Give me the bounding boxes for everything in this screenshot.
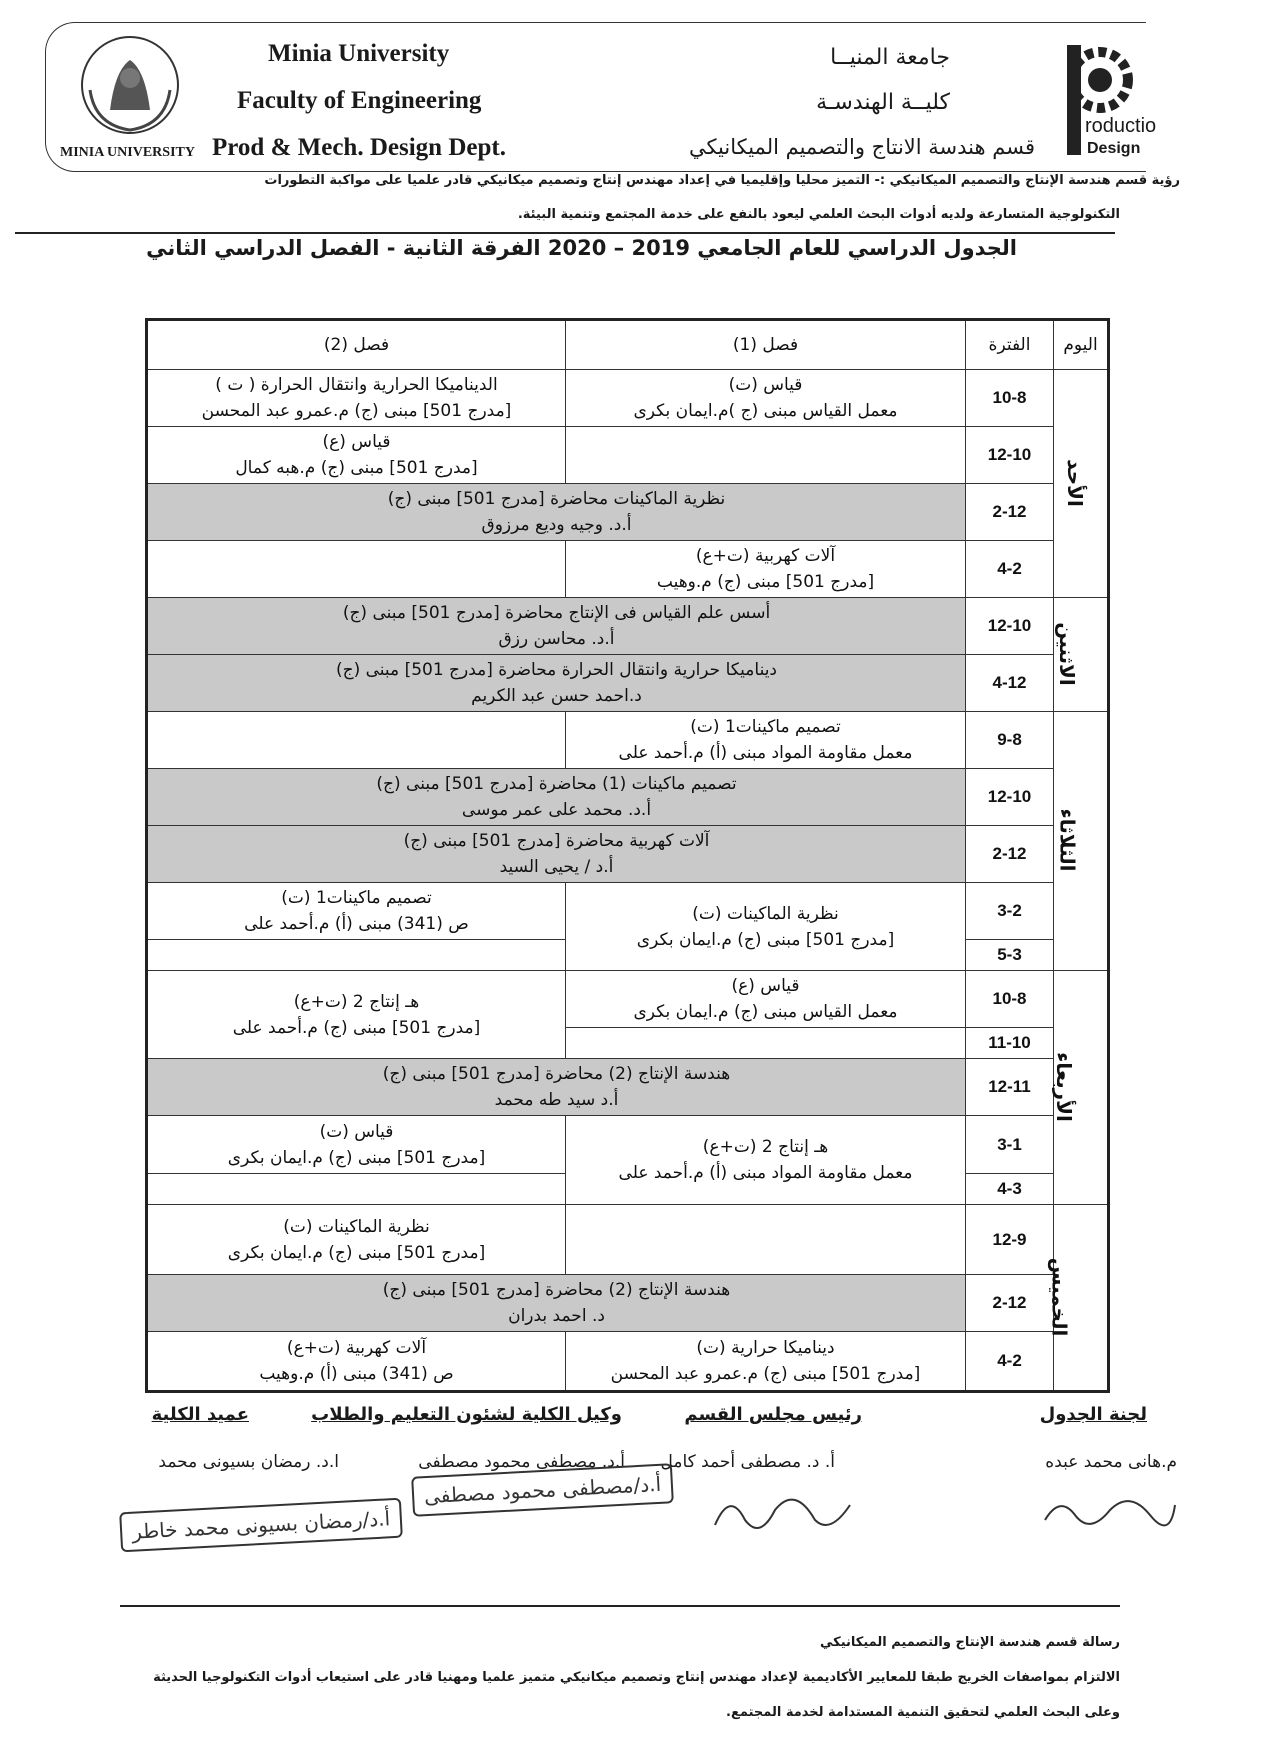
logo-caption: MINIA UNIVERSITY: [60, 145, 195, 160]
period-cell: 3-2: [966, 883, 1054, 940]
class2-cell: قياس (ع) [مدرج 501] مبنى (ج) م.هبه كمال: [147, 427, 566, 484]
lecture-cell: هندسة الإنتاج (2) محاضرة [مدرج 501] مبنى (ج) د. احمد بدران: [147, 1275, 966, 1332]
signature-scribble-dept-head: [705, 1485, 855, 1549]
class2-cell: آلات كهربية (ت+ع) ص (341) مبنى (أ) م.وهيب: [147, 1332, 566, 1392]
vision-line-1: رؤية قسم هندسة الإنتاج والتصميم الميكانيكي :- التميز محليا وإقليميا في إعداد مهندس إنتاج وتصميم ميكانيكي قادر علميا على مواكبة التطورات: [264, 173, 1180, 188]
university-name-ar: جامعة المنيــا: [830, 45, 950, 70]
col-header-period: الفترة: [966, 320, 1054, 370]
lecture-cell: آلات كهربية محاضرة [مدرج 501] مبنى (ج) أ.د / يحيى السيد: [147, 826, 966, 883]
day-cell-thursday: الخميس: [1054, 1205, 1109, 1392]
footer-mission-title: رسالة قسم هندسة الإنتاج والتصميم الميكانيكي: [819, 1635, 1120, 1650]
class2-cell: نظرية الماكينات (ت) [مدرج 501] مبنى (ج) م.ايمان بكرى: [147, 1205, 566, 1275]
class1-cell: هـ إنتاج 2 (ت+ع) معمل مقاومة المواد مبنى (أ) م.أحمد على: [566, 1116, 966, 1205]
class1-cell: آلات كهربية (ت+ع) [مدرج 501] مبنى (ج) م.وهيب: [566, 541, 966, 598]
table-row: [147, 484, 1109, 541]
day-cell-wednesday: الأربعاء: [1054, 971, 1109, 1205]
signature-name-schedule-committee: م.هانى محمد عبده: [1045, 1452, 1177, 1472]
faculty-name-en: Faculty of Engineering: [237, 87, 482, 114]
lecture-cell: تصميم ماكينات (1) محاضرة [مدرج 501] مبنى (ج) أ.د. محمد على عمر موسى: [147, 769, 966, 826]
signature-title-vice-dean: وكيل الكلية لشئون التعليم والطلاب: [311, 1404, 622, 1425]
table-row: [147, 1116, 1109, 1174]
lecture-cell: ديناميكا حرارية وانتقال الحرارة محاضرة [مدرج 501] مبنى (ج) د.احمد حسن عبد الكريم: [147, 655, 966, 712]
vision-line-2: التكنولوجية المتسارعة ولديه أدوات البحث العلمي ليعود بالنفع على خدمة المجتمع وتنمية البيئة.: [517, 207, 1120, 222]
table-row: [147, 427, 1109, 484]
table-row: [147, 1332, 1109, 1392]
signature-name-vice-dean: أ.د. مصطفى محمود مصطفى: [418, 1452, 625, 1472]
schedule-table: [145, 318, 1110, 1393]
day-cell-tuesday: الثلاثاء: [1054, 712, 1109, 971]
table-row: [147, 1059, 1109, 1116]
table-row: [147, 712, 1109, 769]
class2-cell: تصميم ماكينات1 (ت) ص (341) مبنى (أ) م.أحمد على: [147, 883, 566, 940]
signature-name-dean: ا.د. رمضان بسيونى محمد: [158, 1452, 339, 1472]
class1-cell: قياس (ت) معمل القياس مبنى (ج )م.ايمان بكرى: [566, 370, 966, 427]
university-name-en: Minia University: [268, 40, 450, 67]
signature-title-dept-head: رئيس مجلس القسم: [684, 1404, 862, 1425]
table-header-row: [147, 320, 1109, 370]
day-cell-sunday: الأحد: [1054, 370, 1109, 598]
footer-divider: [120, 1605, 1120, 1607]
class1-cell: تصميم ماكينات1 (ت) معمل مقاومة المواد مبنى (أ) م.أحمد على: [566, 712, 966, 769]
lecture-cell: أسس علم القياس فى الإنتاج محاضرة [مدرج 501] مبنى (ج) أ.د. محاسن رزق: [147, 598, 966, 655]
lecture-cell: هندسة الإنتاج (2) محاضرة [مدرج 501] مبنى (ج) أ.د سيد طه محمد: [147, 1059, 966, 1116]
signature-name-dept-head: أ. د. مصطفى أحمد كامل: [660, 1452, 835, 1472]
class1-cell: قياس (ع) معمل القياس مبنى (ج) م.ايمان بكرى: [566, 971, 966, 1028]
header-divider: [15, 232, 1115, 234]
table-row: [147, 769, 1109, 826]
signature-title-dean: عميد الكلية: [151, 1404, 249, 1425]
table-row: [147, 883, 1109, 940]
table-row: [147, 370, 1109, 427]
period-cell: 12-10: [966, 769, 1054, 826]
period-cell: 5-3: [966, 940, 1054, 971]
footer-mission-line-2: وعلى البحث العلمي لتحقيق التنمية المستدامة لخدمة المجتمع.: [726, 1705, 1120, 1720]
period-cell: 2-12: [966, 826, 1054, 883]
lecture-cell: نظرية الماكينات محاضرة [مدرج 501] مبنى (ج) أ.د. وجيه وديع مرزوق: [147, 484, 966, 541]
footer-mission-line-1: الالتزام بمواصفات الخريج طبقا للمعايير الأكاديمية لإعداد مهندس إنتاج وتصميم ميكانيكي متميز علميا ومهنيا قادر على استيعاب أدوات التكنولوجيا الحديثة: [153, 1670, 1120, 1685]
stamp-dean: أ.د/رمضان بسيونى محمد خاطر: [119, 1498, 403, 1553]
table-row: [147, 598, 1109, 655]
period-cell: 2-12: [966, 484, 1054, 541]
period-cell: 12-9: [966, 1205, 1054, 1275]
table-row: [147, 655, 1109, 712]
department-logo-sub: Design: [1087, 140, 1141, 157]
period-cell: 4-2: [966, 1332, 1054, 1392]
period-cell: 4-3: [966, 1174, 1054, 1205]
period-cell: 12-10: [966, 427, 1054, 484]
department-logo-text: roductio: [1085, 115, 1157, 137]
signature-title-schedule-committee: لجنة الجدول: [1039, 1404, 1147, 1425]
period-cell: 3-1: [966, 1116, 1054, 1174]
period-cell: 10-8: [966, 370, 1054, 427]
period-cell: 11-10: [966, 1028, 1054, 1059]
table-row: [147, 971, 1109, 1028]
period-cell: 2-12: [966, 1275, 1054, 1332]
period-cell: 9-8: [966, 712, 1054, 769]
class1-cell: نظرية الماكينات (ت) [مدرج 501] مبنى (ج) م.ايمان بكرى: [566, 883, 966, 971]
class1-cell: [566, 1205, 966, 1275]
table-row: [147, 826, 1109, 883]
period-cell: 4-2: [966, 541, 1054, 598]
department-name-ar: قسم هندسة الانتاج والتصميم الميكانيكي: [688, 135, 1035, 159]
col-header-day: اليوم: [1054, 320, 1109, 370]
period-cell: 12-11: [966, 1059, 1054, 1116]
table-row: [147, 1205, 1109, 1275]
class2-cell: [147, 712, 566, 769]
class2-cell: [147, 940, 566, 971]
schedule-title: الجدول الدراسي للعام الجامعي 2019 – 2020 الفرقة الثانية - الفصل الدراسي الثاني: [146, 236, 1017, 260]
period-cell: 10-8: [966, 971, 1054, 1028]
class1-cell: [566, 1028, 966, 1059]
class2-cell: [147, 541, 566, 598]
col-header-class1: فصل (1): [566, 320, 966, 370]
period-cell: 4-12: [966, 655, 1054, 712]
department-name-en: Prod & Mech. Design Dept.: [212, 134, 506, 161]
signature-scribble-committee: [1040, 1485, 1180, 1539]
class2-cell: [147, 1174, 566, 1205]
col-header-class2: فصل (2): [147, 320, 566, 370]
class1-cell: ديناميكا حرارية (ت) [مدرج 501] مبنى (ج) م.عمرو عبد المحسن: [566, 1332, 966, 1392]
class2-cell: هـ إنتاج 2 (ت+ع) [مدرج 501] مبنى (ج) م.أحمد على: [147, 971, 566, 1059]
department-logo: [1065, 35, 1175, 165]
table-row: [147, 1275, 1109, 1332]
faculty-name-ar: كليــة الهندسـة: [816, 90, 950, 115]
class2-cell: الديناميكا الحرارية وانتقال الحرارة ( ت ) [مدرج 501] مبنى (ج) م.عمرو عبد المحسن: [147, 370, 566, 427]
table-row: [147, 541, 1109, 598]
class1-cell: [566, 427, 966, 484]
period-cell: 12-10: [966, 598, 1054, 655]
stamp-vice-dean: أ.د/مصطفى محمود مصطفى: [411, 1463, 674, 1517]
day-cell-monday: الاثنين: [1054, 598, 1109, 712]
university-logo: [70, 30, 190, 150]
class2-cell: قياس (ت) [مدرج 501] مبنى (ج) م.ايمان بكرى: [147, 1116, 566, 1174]
